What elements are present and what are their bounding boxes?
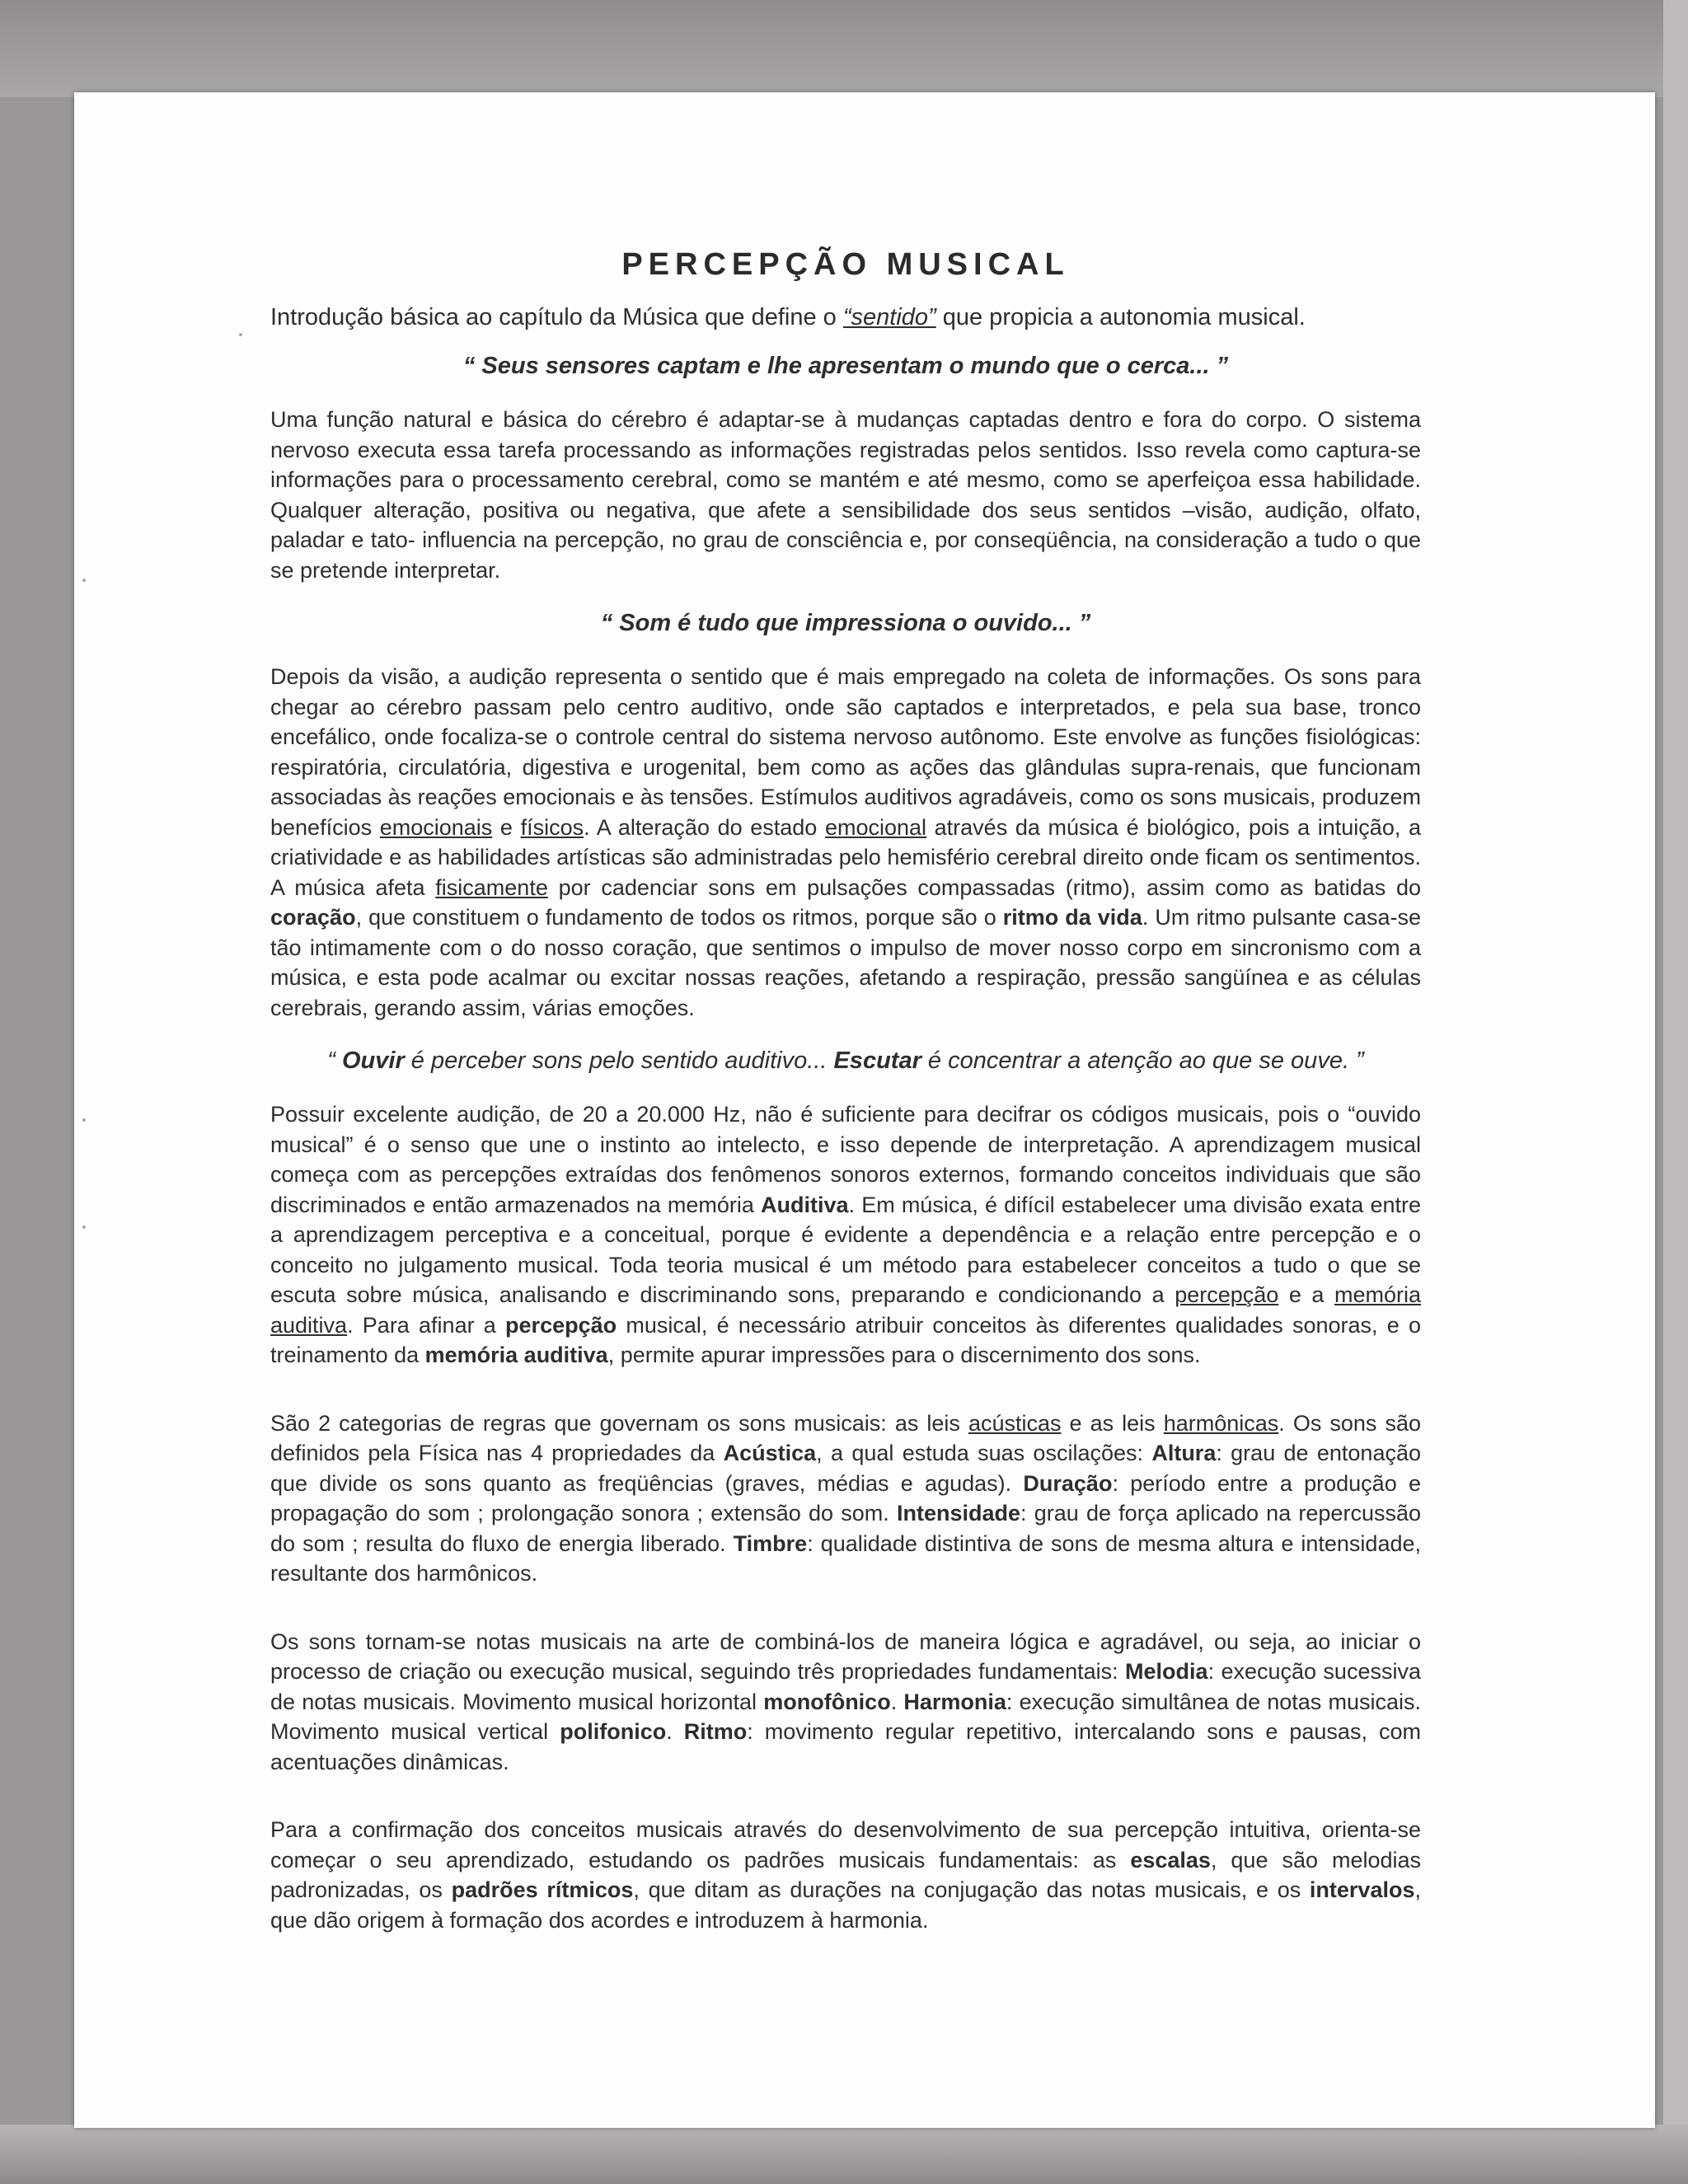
scan-top-border <box>0 0 1688 97</box>
paragraph-text: Possuir excelente audição, de 20 a 20.000 Hz, não é suficiente para decifrar os códigos musicais, pois o “ouvido musical” é o senso que une o instinto ao intelecto, e isso depende de interpretação. A aprendizagem musical começa com as percepções extraídas dos fenômenos sonoros externos, formando conceitos individuais que são discriminados e então armazenados na memória <box>270 1102 1421 1217</box>
paragraph-text: : grau de força aplicado na repercussão do som ; resulta do fluxo de energia liberado. <box>270 1501 1421 1556</box>
bold-term: Escutar <box>833 1047 921 1074</box>
bold-term: Auditiva <box>761 1192 849 1217</box>
bold-term: coração <box>270 905 356 930</box>
paragraph-text: . <box>666 1719 684 1744</box>
scan-bottom-border <box>0 2125 1688 2184</box>
scan-speck <box>82 1118 86 1122</box>
paragraph-text: : período entre a produção e propagação do som ; prolongação sonora ; extensão do som. <box>270 1470 1421 1526</box>
paragraph-text: : execução simultânea de notas musicais. Movimento musical vertical <box>270 1689 1421 1744</box>
underlined-term: emocional <box>824 814 927 840</box>
paragraph-text: , que constituem o fundamento de todos os ritmos, porque são o <box>355 905 1003 930</box>
bold-term: padrões rítmicos <box>451 1877 634 1902</box>
bold-term: Acústica <box>723 1441 817 1465</box>
paragraph-acustica <box>270 1408 1421 1589</box>
intro-underlined-word: “sentido” <box>842 304 936 330</box>
paragraph-text: e as leis <box>1061 1410 1164 1436</box>
intro-quoted-word <box>843 304 936 330</box>
paragraph-padroes-musicais <box>270 1815 1421 1935</box>
bold-term: monofônico <box>763 1689 891 1714</box>
paragraph-funcao-cerebro <box>270 405 1421 585</box>
paragraph-text: : movimento regular repetitivo, intercalando sons e pausas, com acentuações dinâmicas. <box>270 1719 1421 1774</box>
paragraph-text: . Os sons são definidos pela Física nas 4 propriedades da <box>270 1410 1421 1465</box>
paragraph-text: . A alteração do estado <box>584 814 825 840</box>
bold-term: percepção <box>505 1312 617 1338</box>
paragraph-text: , que dão origem à formação dos acordes e introduzem à harmonia. <box>270 1877 1421 1933</box>
bold-term: memória auditiva <box>424 1343 608 1367</box>
scan-speck <box>239 333 242 336</box>
bold-term: Melodia <box>1125 1659 1208 1684</box>
paragraph-text: e a <box>1278 1282 1334 1307</box>
underlined-term: emocionais <box>379 814 493 840</box>
paragraph-text: , permite apurar impressões para o discernimento dos sons. <box>607 1343 1201 1367</box>
bold-term: intervalos <box>1309 1877 1415 1902</box>
bold-term: ritmo da vida <box>1002 905 1142 930</box>
quote-ouvir-escutar <box>270 1047 1421 1075</box>
paragraph-text: , que são melodias padronizadas, os <box>270 1847 1422 1902</box>
document-content <box>270 247 1421 1960</box>
paragraph-text: através da música é biológico, pois a intuição, a criatividade e as habilidades artísticas são administradas pelo hemisfério cerebral direito onde ficam os sentimentos. A música afeta <box>270 814 1421 900</box>
underlined-term: percepção <box>1175 1282 1279 1307</box>
paragraph-text: Uma função natural e básica do cérebro é adaptar-se à mudanças captadas dentro e fora do corpo. O sistema nervoso executa essa tarefa processando as informações registradas pelos sentidos. Isso revela como captura-se informações para o processamento cerebral, como se mantém e até mesmo, como se aperfeiçoa essa habilidade. Qualquer alteração, positiva ou negativa, que afete a sensibilidade dos seus sentidos –visão, audição, olfato, paladar e tato- influencia na percepção, no grau de consciência e, por conseqüência, na consideração a tudo o que se pretende interpretar. <box>270 407 1421 583</box>
paragraph-text: . <box>890 1689 904 1714</box>
paragraph-audicao <box>270 662 1421 1023</box>
paragraph-text: , que ditam as durações na conjugação das notas musicais, e os <box>633 1877 1310 1902</box>
paragraph-text: e <box>492 814 521 840</box>
paragraph-text: : grau de entonação que divide os sons quanto as freqüências (graves, médias e agudas). <box>270 1441 1421 1496</box>
paragraph-ouvido-musical <box>270 1099 1421 1371</box>
scan-right-border <box>1663 0 1688 2184</box>
paragraph-text: . Para afinar a <box>347 1312 506 1338</box>
bold-term: Duração <box>1023 1470 1113 1496</box>
bold-term: Ritmo <box>683 1719 748 1744</box>
paragraph-text: São 2 categorias de regras que governam os sons musicais: as leis <box>270 1410 968 1436</box>
paragraph-text: , a qual estuda suas oscilações: <box>816 1441 1152 1465</box>
underlined-term: memória <box>1334 1282 1421 1307</box>
paragraph-notas-musicais <box>270 1627 1421 1778</box>
underlined-term: fisicamente <box>435 874 548 900</box>
intro-line <box>270 304 1421 331</box>
bold-term: escalas <box>1130 1847 1211 1872</box>
paragraph-text: : qualidade distintiva de sons de mesma altura e intensidade, resultante dos harmônicos. <box>270 1530 1421 1586</box>
bold-term: Harmonia <box>903 1689 1006 1714</box>
paragraph-text: por cadenciar sons em pulsações compassadas (ritmo), assim como as batidas do <box>547 874 1421 900</box>
paragraph-text: Depois da visão, a audição representa o sentido que é mais empregado na coleta de informações. Os sons para chegar ao cérebro passam pelo centro auditivo, onde são captados e interpretados, e pela sua base, tronco encefálico, onde focaliza-se o controle central do sistema nervoso autônomo. Este envolve as funções fisiológicas: respiratória, circulatória, digestiva e urogenital, bem como as ações das glândulas supra-renais, que funcionam associadas às reações emocionais e às tensões. Estímulos auditivos agradáveis, como os sons musicais, produzem benefícios <box>270 664 1421 840</box>
bold-term: Ouvir <box>342 1047 405 1074</box>
underlined-term: harmônicas <box>1163 1410 1279 1436</box>
scan-speck <box>82 579 86 582</box>
underlined-term: auditiva <box>270 1312 348 1338</box>
bold-term: polifonico <box>560 1719 667 1744</box>
paragraph-text: . Um ritmo pulsante casa-se tão intimamente com o do nosso coração, que sentimos o impulso de mover nosso corpo em sincronismo com a música, e esta pode acalmar ou excitar nossas reações, afetando a respiração, pressão sangüínea e as células cerebrais, gerando assim, várias emoções. <box>270 905 1421 1020</box>
scan-speck <box>82 1226 86 1229</box>
intro-text-end: que propicia a autonomia musical. <box>935 304 1306 330</box>
paragraph-text: Os sons tornam-se notas musicais na arte de combiná-los de maneira lógica e agradável, ou seja, ao iniciar o processo de criação ou execução musical, seguindo três propriedades fundamentais: <box>270 1629 1421 1684</box>
quote-sensores: “ Seus sensores captam e lhe apresentam o mundo que o cerca... ” <box>462 353 1229 379</box>
quote-text: é concentrar a atenção ao que se ouve. ” <box>921 1047 1364 1074</box>
underlined-term: físicos <box>520 814 584 840</box>
quote-text: “ <box>327 1047 342 1074</box>
quote-som: “ Som é tudo que impressiona o ouvido... ” <box>600 610 1091 636</box>
bold-term: Altura <box>1151 1441 1217 1465</box>
quote-text: é perceber sons pelo sentido auditivo... <box>404 1047 834 1074</box>
paragraph-text: Para a confirmação dos conceitos musicais através do desenvolvimento de sua percepção intuitiva, orienta-se começar o seu aprendizado, estudando os padrões musicais fundamentais: as <box>270 1817 1421 1872</box>
bold-term: Intensidade <box>896 1501 1020 1526</box>
page-title: PERCEPÇÃO MUSICAL <box>621 247 1070 282</box>
paragraph-text: . Em música, é difícil estabelecer uma divisão exata entre a aprendizagem perceptiva e a conceitual, porque é evidente a dependência e a relação entre percepção e o conceito no julgamento musical. Toda teoria musical é um método para estabelecer conceitos a tudo o que se escuta sobre música, analisando e discriminando sons, preparando e condicionando a <box>270 1192 1421 1307</box>
paragraph-text: musical, é necessário atribuir conceitos às diferentes qualidades sonoras, e o treinamento da <box>270 1312 1421 1367</box>
underlined-term: acústicas <box>968 1410 1062 1436</box>
intro-text: Introdução básica ao capítulo da Música que define o <box>270 304 843 330</box>
paragraph-text: : execução sucessiva de notas musicais. Movimento musical horizontal <box>270 1659 1421 1714</box>
bold-term: Timbre <box>733 1530 808 1556</box>
